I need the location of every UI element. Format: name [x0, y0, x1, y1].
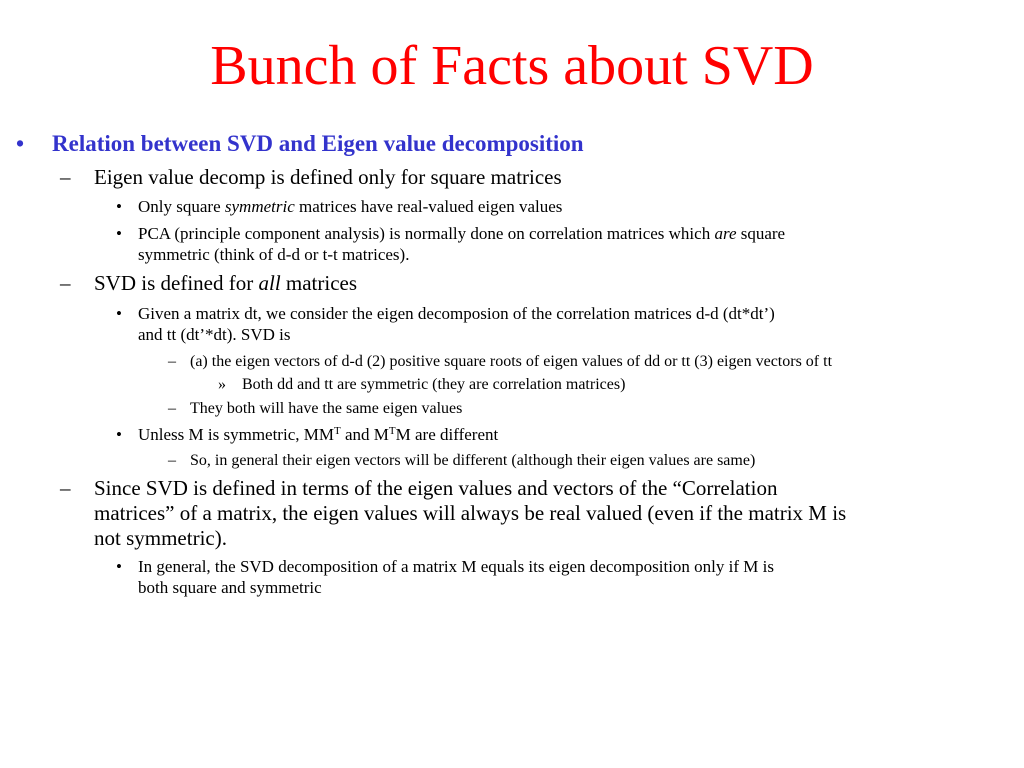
text-run: M are different	[395, 425, 499, 444]
eigenvectors-differ-item: So, in general their eigen vectors will be different (although their eigen values are same)	[190, 452, 756, 469]
dash-marker: –	[168, 452, 176, 469]
same-eigen-item: They both will have the same eigen values	[190, 400, 463, 417]
dash-marker: –	[60, 271, 71, 295]
dash-marker: –	[168, 400, 176, 417]
guillemet-marker: »	[218, 376, 226, 393]
superscript: T	[333, 425, 341, 437]
emphasis-text: symmetric	[224, 197, 295, 216]
bullet-marker: •	[116, 304, 122, 323]
in-general-item: In general, the SVD decomposition of a matrix M equals its eigen decomposition only if M is	[138, 557, 774, 576]
unless-symmetric-item	[138, 424, 498, 446]
emphasis-text: are	[714, 224, 737, 243]
text-run: Unless M is symmetric, MM	[138, 425, 334, 444]
bullet-marker: •	[16, 131, 25, 156]
svd-components-item: (a) the eigen vectors of d-d (2) positive square roots of eigen values of dd or tt (3) eigen vectors of tt	[190, 353, 833, 370]
slide-title: Bunch of Facts about SVD	[210, 35, 814, 97]
superscript: T	[388, 425, 396, 437]
bullet-marker: •	[116, 425, 122, 444]
bullet-marker: •	[116, 224, 122, 243]
svd-all-item	[94, 271, 357, 296]
text-run: matrices have real-valued eigen values	[294, 197, 563, 216]
both-symmetric-item: Both dd and tt are symmetric (they are correlation matrices)	[242, 376, 626, 393]
eigen-decomp-item: Eigen value decomp is defined only for square matrices	[94, 165, 562, 189]
since-svd-item: Since SVD is defined in terms of the eigen values and vectors of the “Correlation	[94, 476, 778, 500]
bullet-marker: •	[116, 557, 122, 576]
pca-item-continuation: symmetric (think of d-d or t-t matrices).	[138, 245, 410, 264]
bullet-marker: •	[116, 197, 122, 216]
in-general-continuation: both square and symmetric	[138, 578, 322, 597]
given-matrix-continuation: and tt (dt’*dt). SVD is	[138, 325, 291, 344]
given-matrix-item: Given a matrix dt, we consider the eigen decomposion of the correlation matrices d-d (dt*dt’)	[138, 304, 775, 323]
dash-marker: –	[168, 353, 176, 370]
dash-marker: –	[60, 476, 71, 500]
text-run: Only square	[138, 197, 225, 216]
dash-marker: –	[60, 165, 71, 189]
pca-item	[138, 223, 785, 245]
text-run: square	[736, 224, 786, 243]
emphasis-text: all	[258, 271, 281, 295]
text-run: PCA (principle component analysis) is normally done on correlation matrices which	[138, 224, 715, 243]
section-heading: Relation between SVD and Eigen value decomposition	[52, 131, 584, 156]
since-svd-continuation: not symmetric).	[94, 526, 227, 550]
text-run: and M	[340, 425, 389, 444]
text-run: matrices	[280, 271, 358, 295]
symmetric-item	[138, 196, 562, 218]
text-run: SVD is defined for	[94, 271, 259, 295]
since-svd-continuation: matrices” of a matrix, the eigen values will always be real valued (even if the matrix M is	[94, 501, 847, 525]
